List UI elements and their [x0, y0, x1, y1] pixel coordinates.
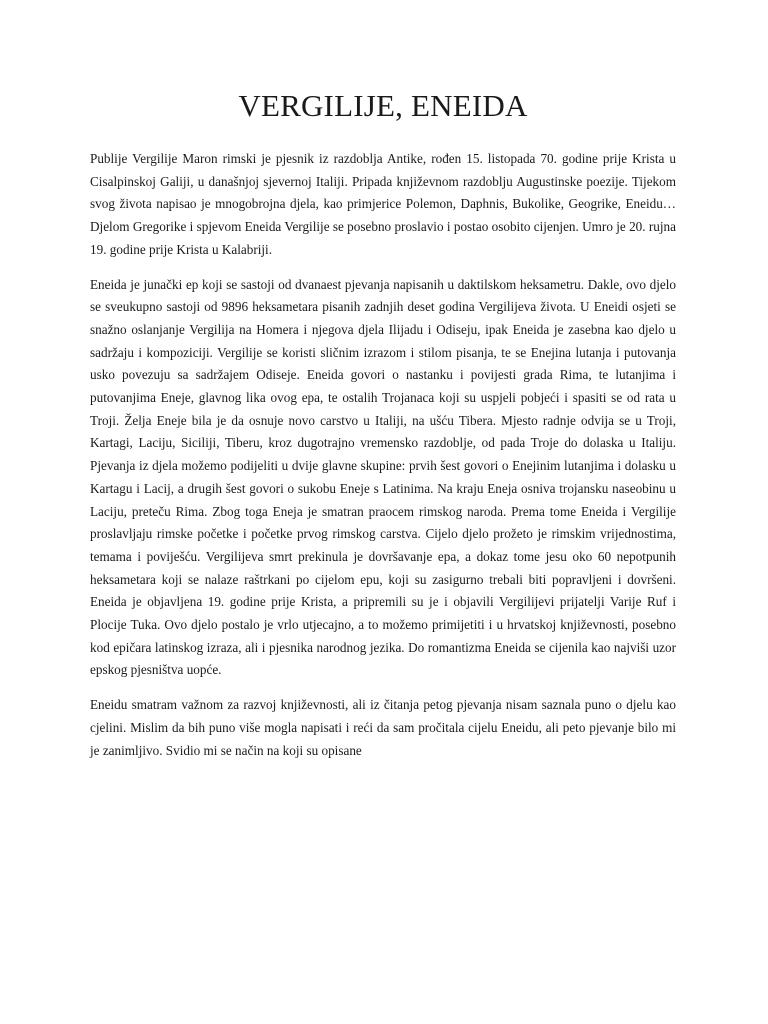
- document-page: [90, 0, 676, 1024]
- paragraph-personal-opinion: Eneidu smatram važnom za razvoj književnosti, ali iz čitanja petog pjevanja nisam saznala puno o djelu kao cjelini. Mislim da bih puno više mogla napisati i reći da sam pročitala cijelu Eneidu, ali peto pjevanje bilo mi je zanimljivo. Svidio mi se način na koji su opisane: [90, 697, 676, 758]
- document-title: VERGILIJE, ENEIDA: [238, 88, 528, 123]
- paragraph-epic-description: Eneida je junački ep koji se sastoji od dvanaest pjevanja napisanih u daktilskom heksametru. Dakle, ovo djelo se sveukupno sastoji od 9896 heksametara pisanih zadnjih deset godina Vergilijeva života. U Eneidi osjeti se snažno oslanjanje Vergilija na Homera i njegova djela Ilijadu i Odiseju, ipak Eneida je zasebna kao djelo u sadržaju i kompoziciji. Vergilije se koristi sličnim izrazom i stilom pisanja, te se Enejina lutanja i putovanja usko povezuju sa sadržajem Odiseje. Eneida govori o nastanku i povijesti grada Rima, te lutanjima i putovanjima Eneje, glavnog lika ovog epa, te ostalih Trojanaca koji su uspjeli pobjeći i spasiti se od rata u Troji. Želja Eneje bila je da osnuje novo carstvo u Italiji, na ušću Tibera. Mjesto radnje odvija se u Troji, Kartagi, Laciju, Siciliji, Tiberu, kroz dugotrajno vremensko razdoblje, od pada Troje do dolaska u Italiju. Pjevanja iz djela možemo podijeliti u dvije glavne skupine: prvih šest govori o Enejinim lutanjima i dolasku u Kartagu i Lacij, a drugih šest govori o sukobu Eneje s Latinima. Na kraju Eneja osniva trojansku naseobinu u Laciju, preteču Rima. Zbog toga Eneja je smatran praocem rimskog naroda. Prema tome Eneida i Vergilije proslavljaju rimske početke i početke prvog rimskog carstva. Cijelo djelo prožeto je rimskim vrijednostima, temama i poviješću. Vergilijeva smrt prekinula je dovršavanje epa, a dokaz tome jesu oko 60 nepotpunih heksametara koji se nalaze raštrkani po cijelom epu, koji su zasigurno trebali biti popravljeni i dovršeni. Eneida je objavljena 19. godine prije Krista, a pripremili su je i objavili Vergilijevi prijatelji Varije Ruf i Plocije Tuka. Ovo djelo postalo je vrlo utjecajno, a to možemo primijetiti i u hrvatskoj književnosti, posebno kod epičara latinskog izraza, ali i pjesnika narodnog jezika. Do romantizma Eneida se cijenila kao najviši uzor epskog pjesništva uopće.: [90, 276, 676, 678]
- paragraph-biography: Publije Vergilije Maron rimski je pjesnik iz razdoblja Antike, rođen 15. listopada 70. godine prije Krista u Cisalpinskoj Galiji, u današnjoj sjevernoj Italiji. Pripada književnom razdoblju Augustinske poezije. Tijekom svog života napisao je mnogobrojna djela, kao primjerice Polemon, Daphnis, Bukolike, Geogrike, Eneidu… Djelom Gregorike i spjevom Eneida Vergilije se posebno proslavio i postao osobito cijenjen. Umro je 20. rujna 19. godine prije Krista u Kalabriji.: [90, 151, 676, 257]
